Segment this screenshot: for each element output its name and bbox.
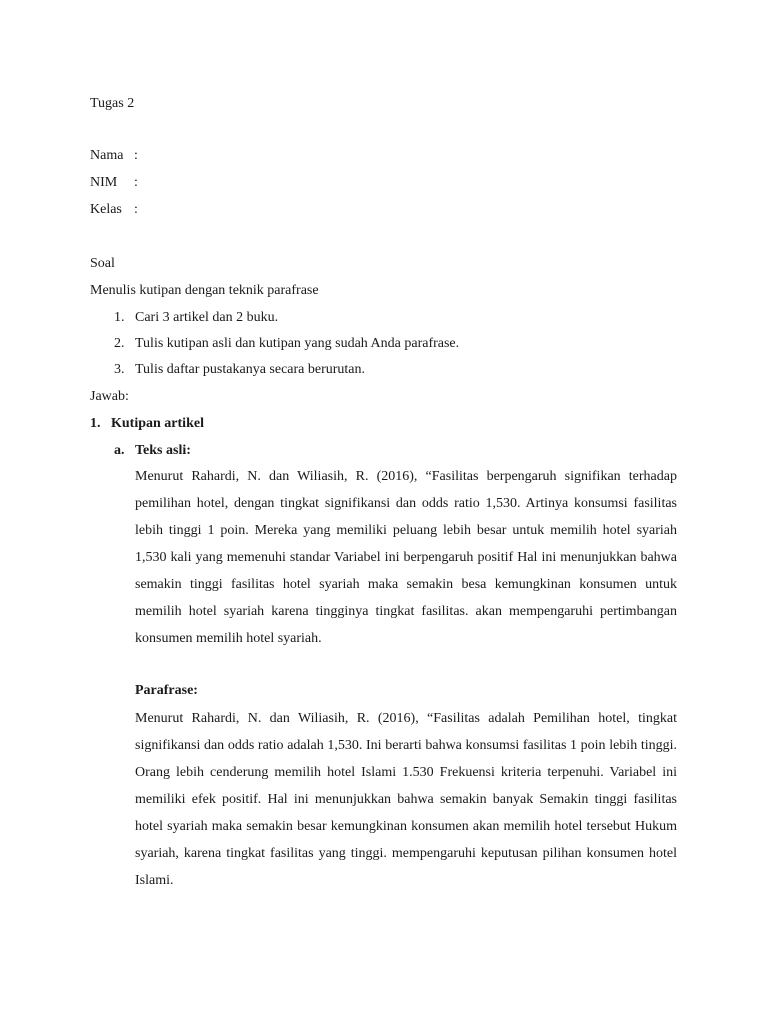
question-item-number: 2.: [114, 336, 125, 351]
paraphrase-title: Parafrase:: [135, 683, 198, 698]
field-label-nama: Nama: [90, 148, 124, 163]
section-number: 1.: [90, 416, 101, 431]
original-quote-paragraph: Menurut Rahardi, N. dan Wiliasih, R. (2016), “Fasilitas berpengaruh signifikan terhadap pemilihan hotel, dengan tingkat signifikansi dan odds ratio 1,530. Artinya konsumsi fasilitas lebih tinggi 1 poin. Mereka yang memiliki peluang lebih besar untuk memilih hotel syariah 1,530 kali yang memenuhi standar Variabel ini berpengaruh positif Hal ini menunjukkan bahwa semakin tinggi fasilitas hotel syariah maka semakin besa kemungkinan konsumen untuk memilih hotel syariah karena tingginya tingkat fasilitas. akan mempengaruhi pertimbangan konsumen memilih hotel syariah.: [135, 469, 677, 646]
section-title: Kutipan artikel: [111, 416, 204, 431]
question-item-number: 1.: [114, 310, 125, 325]
question-item-number: 3.: [114, 362, 125, 377]
question-item-text: Tulis daftar pustakanya secara berurutan.: [135, 362, 366, 377]
field-colon-kelas: :: [134, 202, 138, 217]
field-label-kelas: Kelas: [90, 202, 122, 217]
question-item-text: Cari 3 artikel dan 2 buku.: [135, 310, 279, 325]
question-item-text: Tulis kutipan asli dan kutipan yang sudah Anda parafrase.: [135, 336, 460, 351]
question-heading: Soal: [90, 256, 115, 271]
subsection-title: Teks asli:: [135, 443, 191, 458]
document-title: Tugas 2: [90, 96, 135, 111]
field-colon-nim: :: [134, 175, 138, 190]
paraphrase-paragraph: Menurut Rahardi, N. dan Wiliasih, R. (2016), “Fasilitas adalah Pemilihan hotel, tingkat signifikansi dan odds ratio adalah 1,530. Ini berarti bahwa konsumsi fasilitas 1 poin lebih tinggi. Orang lebih cenderung memilih hotel Islami 1.530 Frekuensi kriteria terpenuhi. Variabel ini memiliki efek positif. Hal ini menunjukkan bahwa semakin banyak Semakin tinggi fasilitas hotel syariah maka semakin besar kemungkinan konsumen akan memilih hotel tersebut Hukum syariah, karena tingkat fasilitas yang tinggi. mempengaruhi keputusan pilihan konsumen hotel Islami.: [135, 711, 677, 888]
answer-heading: Jawab:: [90, 389, 129, 404]
field-label-nim: NIM: [90, 175, 118, 190]
question-intro: Menulis kutipan dengan teknik parafrase: [90, 283, 319, 298]
subsection-letter: a.: [114, 443, 125, 458]
field-colon-nama: :: [134, 148, 138, 163]
